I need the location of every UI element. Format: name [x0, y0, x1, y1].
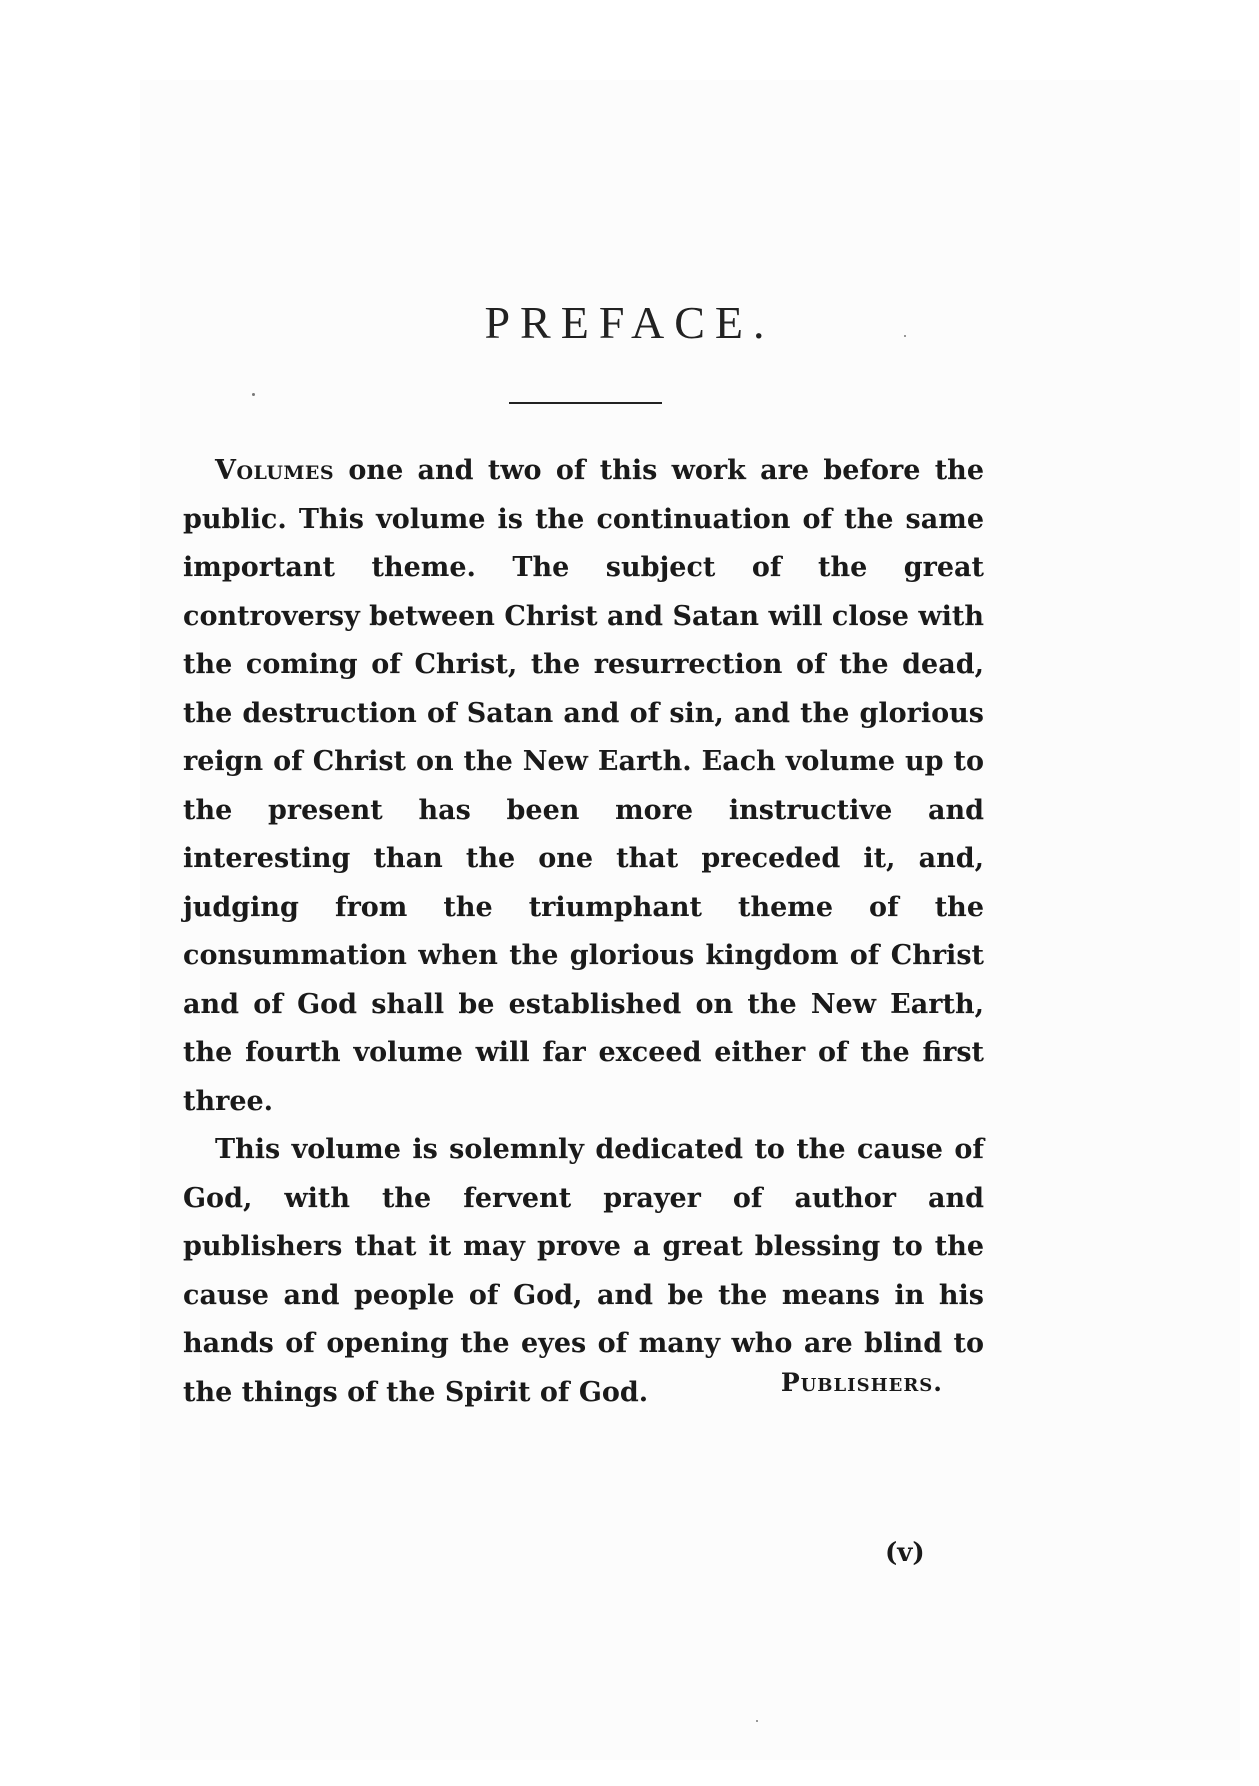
paragraph-1-lead: Volumes [215, 455, 335, 486]
print-speck [756, 1720, 758, 1722]
preface-body [183, 447, 984, 1417]
paragraph-2: This volume is solemnly dedicated to the cause of God, with the fervent prayer of author and publishers that it may prove a great blessing to the cause and people of God, and be the means in his hands of opening the eyes of many who are blind to the things of the Spirit of God. [183, 1134, 984, 1408]
page-number: (v) [885, 1538, 925, 1568]
print-speck [904, 335, 906, 337]
signature: Publishers. [780, 1368, 943, 1397]
paragraph-1 [183, 447, 984, 1126]
page-title: PREFACE. [484, 297, 775, 348]
paragraph-1-text: one and two of this work are before the public. This volume is the continuation of the same important theme. The subject of the great controversy between Christ and Satan will close with the coming of Christ, the resurrection of the dead, the destruction of Satan and of sin, and the glorious reign of Christ on the New Earth. Each volume up to the present has been more instructive and interesting than the one that preceded it, and, judging from the triumphant theme of the consummation when the glorious kingdom of Christ and of God shall be established on the New Earth, the fourth volume will far exceed either of the first three. [183, 455, 984, 1117]
print-speck [252, 393, 255, 396]
title-divider [509, 402, 662, 404]
